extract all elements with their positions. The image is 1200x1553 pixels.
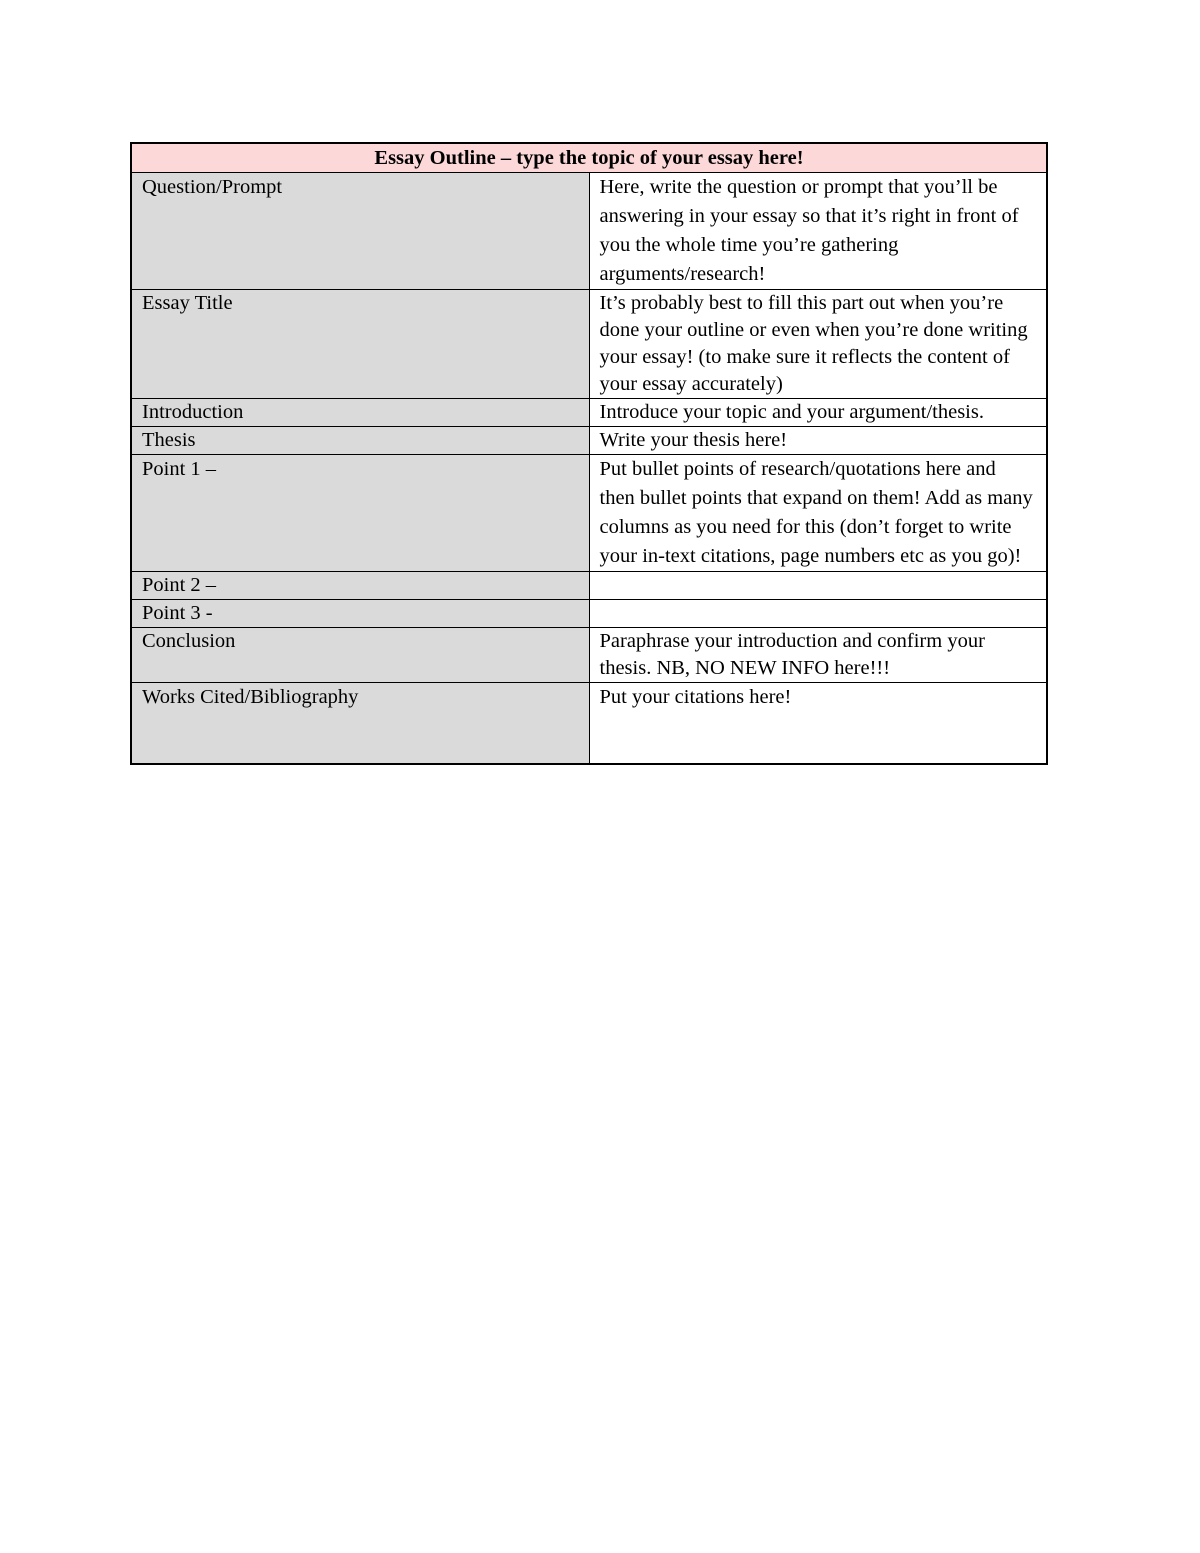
row-label-thesis: Thesis bbox=[131, 427, 589, 455]
table-row bbox=[131, 455, 1047, 572]
table-row bbox=[131, 173, 1047, 290]
row-content-essay-title[interactable]: It’s probably best to fill this part out when you’re done your outline or even when you’re done writing your essay! (to make sure it reflects the content of your essay accurately) bbox=[589, 290, 1047, 399]
table-row bbox=[131, 427, 1047, 455]
table-row bbox=[131, 572, 1047, 600]
row-content-works-cited[interactable]: Put your citations here! bbox=[589, 683, 1047, 765]
row-content-conclusion[interactable]: Paraphrase your introduction and confirm your thesis. NB, NO NEW INFO here!!! bbox=[589, 628, 1047, 683]
row-label-works-cited: Works Cited/Bibliography bbox=[131, 683, 589, 765]
outline-header-row bbox=[131, 143, 1047, 173]
row-label-question-prompt: Question/Prompt bbox=[131, 173, 589, 290]
row-content-introduction[interactable]: Introduce your topic and your argument/thesis. bbox=[589, 399, 1047, 427]
row-content-point-2[interactable] bbox=[589, 572, 1047, 600]
row-content-thesis[interactable]: Write your thesis here! bbox=[589, 427, 1047, 455]
table-row bbox=[131, 683, 1047, 765]
row-label-point-2: Point 2 – bbox=[131, 572, 589, 600]
row-label-point-1: Point 1 – bbox=[131, 455, 589, 572]
outline-title[interactable]: Essay Outline – type the topic of your essay here! bbox=[131, 143, 1047, 173]
table-row bbox=[131, 399, 1047, 427]
row-label-point-3: Point 3 - bbox=[131, 600, 589, 628]
table-row bbox=[131, 628, 1047, 683]
row-label-conclusion: Conclusion bbox=[131, 628, 589, 683]
row-label-introduction: Introduction bbox=[131, 399, 589, 427]
row-content-point-1[interactable]: Put bullet points of research/quotations here and then bullet points that expand on them! Add as many columns as you need for this (don’t forget to write your in-text citations, page numbers etc as you go)! bbox=[589, 455, 1047, 572]
row-label-essay-title: Essay Title bbox=[131, 290, 589, 399]
table-row bbox=[131, 290, 1047, 399]
table-row bbox=[131, 600, 1047, 628]
essay-outline-table bbox=[130, 142, 1048, 765]
row-content-point-3[interactable] bbox=[589, 600, 1047, 628]
row-content-question-prompt[interactable]: Here, write the question or prompt that you’ll be answering in your essay so that it’s right in front of you the whole time you’re gathering arguments/research! bbox=[589, 173, 1047, 290]
